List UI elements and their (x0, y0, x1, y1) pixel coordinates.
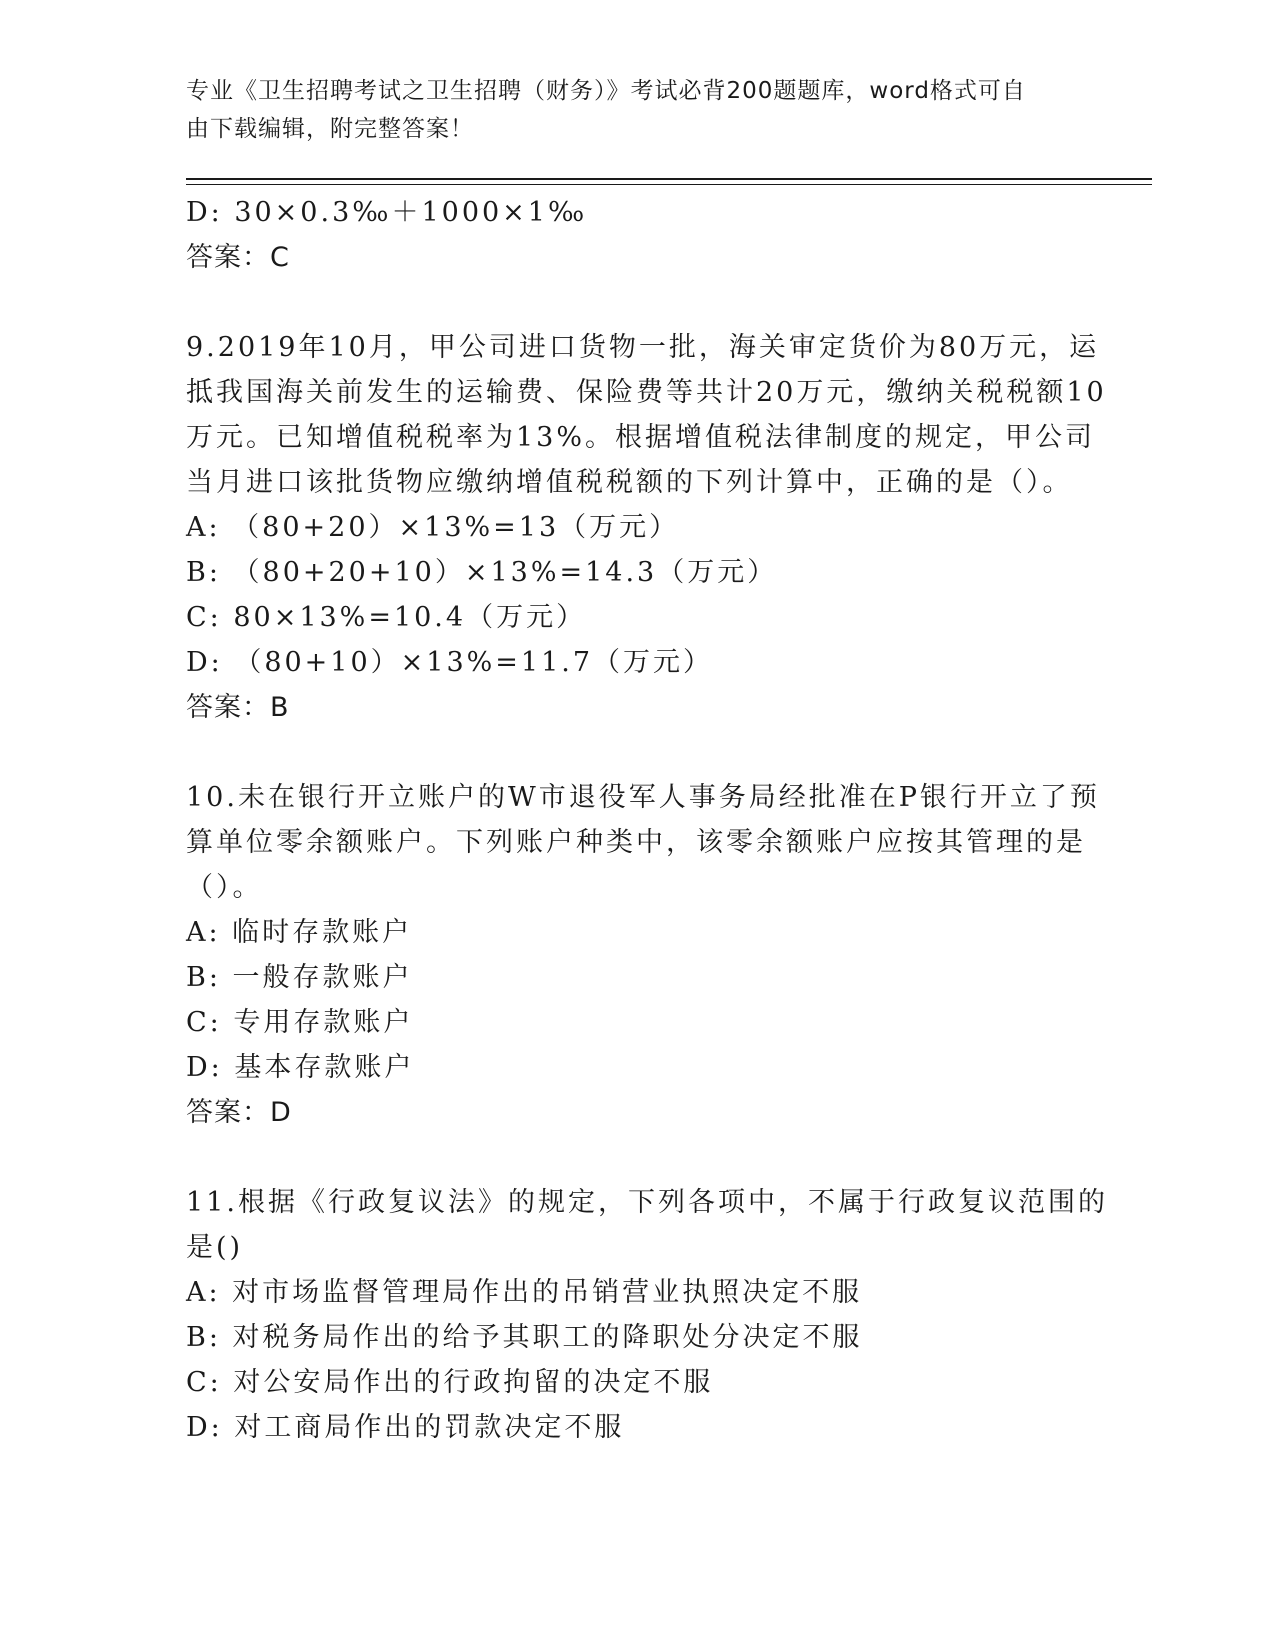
question-text-line: 抵我国海关前发生的运输费、保险费等共计20万元，缴纳关税税额10 (186, 377, 1107, 408)
option-c: C: 专用存款账户 (186, 1007, 414, 1038)
option-c: C: 80×13%=10.4（万元） (186, 602, 587, 633)
option-d: D: 对工商局作出的罚款决定不服 (186, 1412, 625, 1443)
answer: 答案：C (186, 242, 290, 273)
question-text-line: 11.根据《行政复议法》的规定，下列各项中，不属于行政复议范围的 (186, 1187, 1108, 1218)
question-text-line: 万元。已知增值税税率为13%。根据增值税法律制度的规定，甲公司 (186, 422, 1096, 453)
header-line-2: 由下载编辑，附完整答案！ (186, 116, 474, 142)
question-text-line: 10.未在银行开立账户的W市退役军人事务局经批准在P银行开立了预 (186, 782, 1100, 813)
option-a: A: （80+20）×13%=13（万元） (186, 512, 680, 543)
question-text-line: 当月进口该批货物应缴纳增值税税额的下列计算中，正确的是（）。 (186, 467, 1073, 498)
question-text-line: 9.2019年10月，甲公司进口货物一批，海关审定货价为80万元，运 (186, 332, 1100, 363)
answer: 答案：D (186, 1097, 292, 1128)
option-d: D: 基本存款账户 (186, 1052, 415, 1083)
option-c: C: 对公安局作出的行政拘留的决定不服 (186, 1367, 714, 1398)
prev-question-tail (186, 190, 1086, 280)
question-text-line: 是() (186, 1232, 244, 1263)
option-b: B: 对税务局作出的给予其职工的降职处分决定不服 (186, 1322, 863, 1353)
header-rule-thick (186, 178, 1152, 180)
option-a: A: 临时存款账户 (186, 917, 413, 948)
document-body (186, 190, 1108, 1450)
header-line-1: 专业《卫生招聘考试之卫生招聘（财务）》考试必背200题题库，word格式可自 (186, 78, 1026, 104)
option-b: B: 一般存款账户 (186, 962, 413, 993)
question-11 (186, 1180, 1108, 1450)
question-9 (186, 325, 1107, 730)
answer: 答案：B (186, 692, 290, 723)
question-text-line: 算单位零余额账户。下列账户种类中，该零余额账户应按其管理的是 (186, 827, 1086, 858)
option-a: A: 对市场监督管理局作出的吊销营业执照决定不服 (186, 1277, 863, 1308)
question-text-line: （）。 (186, 872, 263, 903)
option-b: B: （80+20+10）×13%=14.3（万元） (186, 557, 778, 588)
header-rule-thin (186, 184, 1152, 185)
option-d: D: （80+10）×13%=11.7（万元） (186, 647, 714, 678)
option-d: D: 30×0.3‰＋1000×1‰ (186, 197, 588, 228)
question-10 (186, 775, 1100, 1135)
page-header (186, 72, 1066, 148)
